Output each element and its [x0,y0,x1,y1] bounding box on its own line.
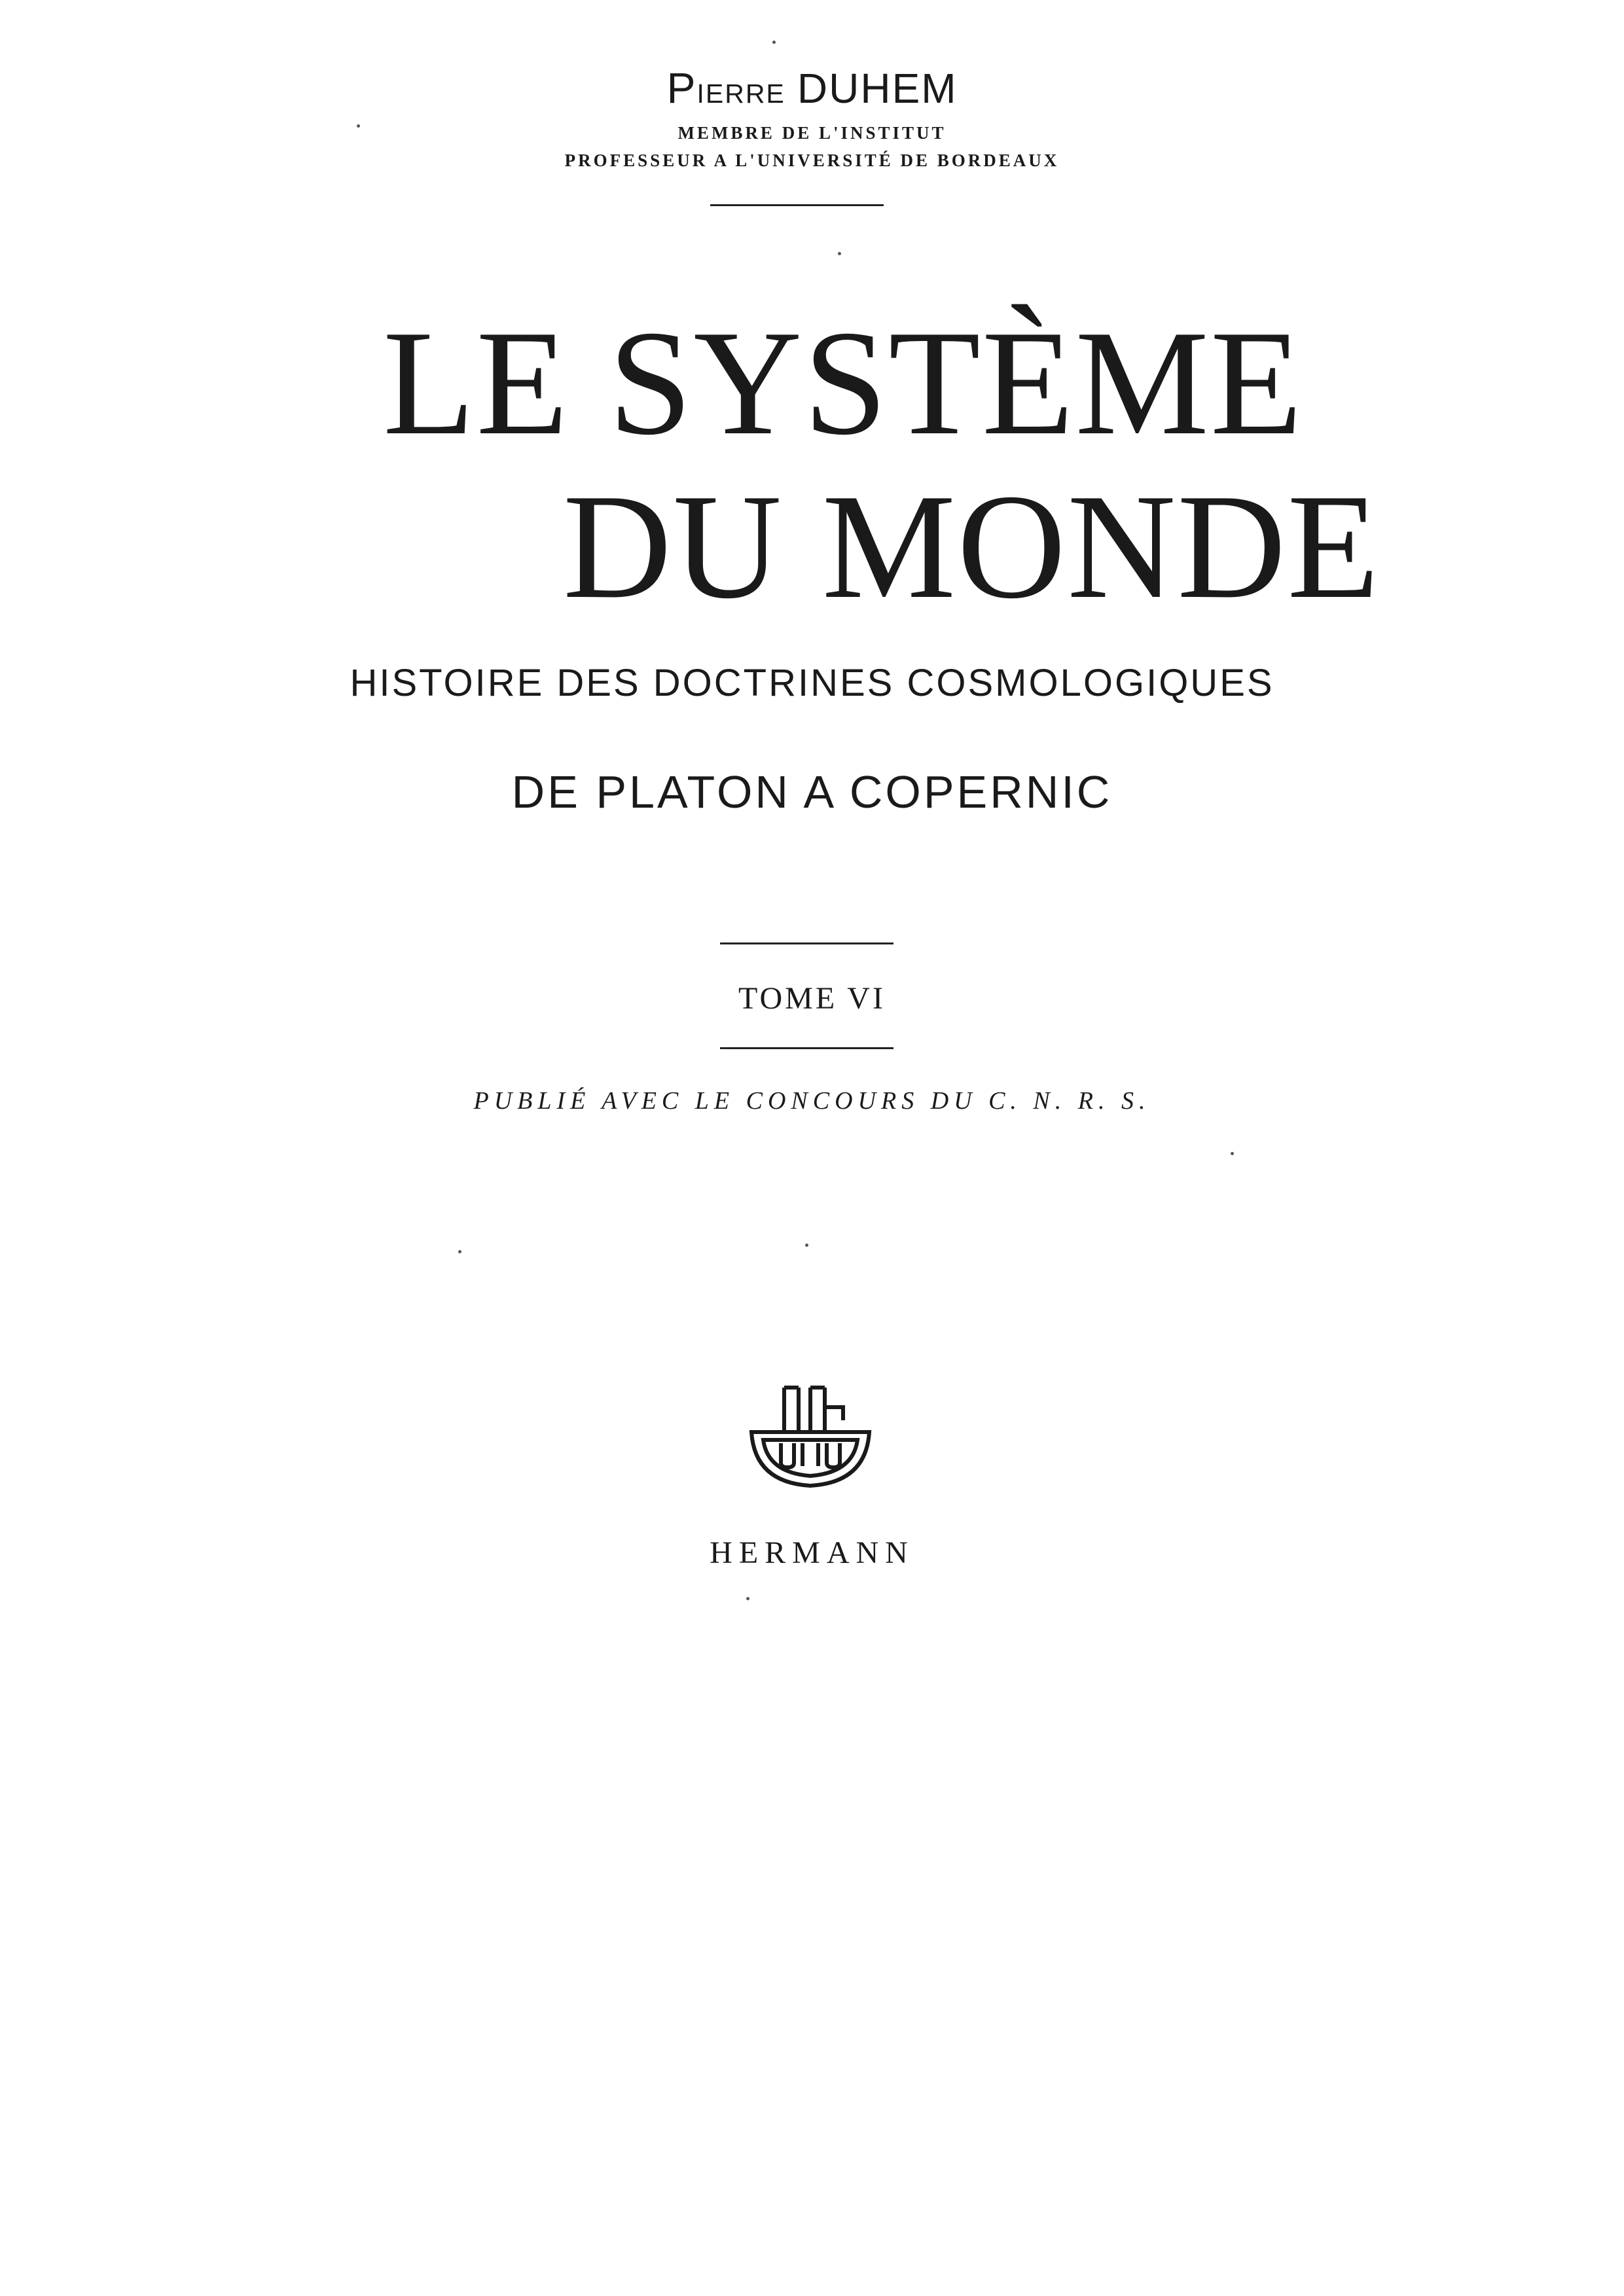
volume-number: TOME VI [738,981,886,1016]
subtitle-line-1: HISTOIRE DES DOCTRINES COSMOLOGIQUES [350,662,1274,704]
top-divider [710,204,884,206]
print-speck [1231,1152,1234,1155]
print-speck [805,1244,808,1247]
tome-divider-bottom [720,1047,893,1049]
author-name [0,63,1624,113]
title-line-2: DU MONDE [563,463,1380,630]
print-speck [772,41,776,44]
author-first-rest: ierre [696,69,785,111]
print-speck [746,1597,749,1600]
author-first-initial: P [666,63,697,112]
publication-note: PUBLIÉ AVEC LE CONCOURS DU C. N. R. S. [473,1087,1151,1115]
affiliation-line-2: PROFESSEUR A L'UNIVERSITÉ DE BORDEAUX [564,151,1060,170]
print-speck [458,1250,461,1253]
hermann-publisher-logo-icon [745,1381,876,1499]
publisher-name: HERMANN [710,1535,914,1570]
title-line-1: LE SYSTÈME [383,299,1304,466]
tome-divider-top [720,942,893,944]
print-speck [357,124,360,128]
author-last-name: DUHEM [797,65,958,112]
affiliation-line-1: MEMBRE DE L'INSTITUT [677,123,947,143]
subtitle-line-2: DE PLATON A COPERNIC [511,766,1113,817]
print-speck [838,252,841,255]
